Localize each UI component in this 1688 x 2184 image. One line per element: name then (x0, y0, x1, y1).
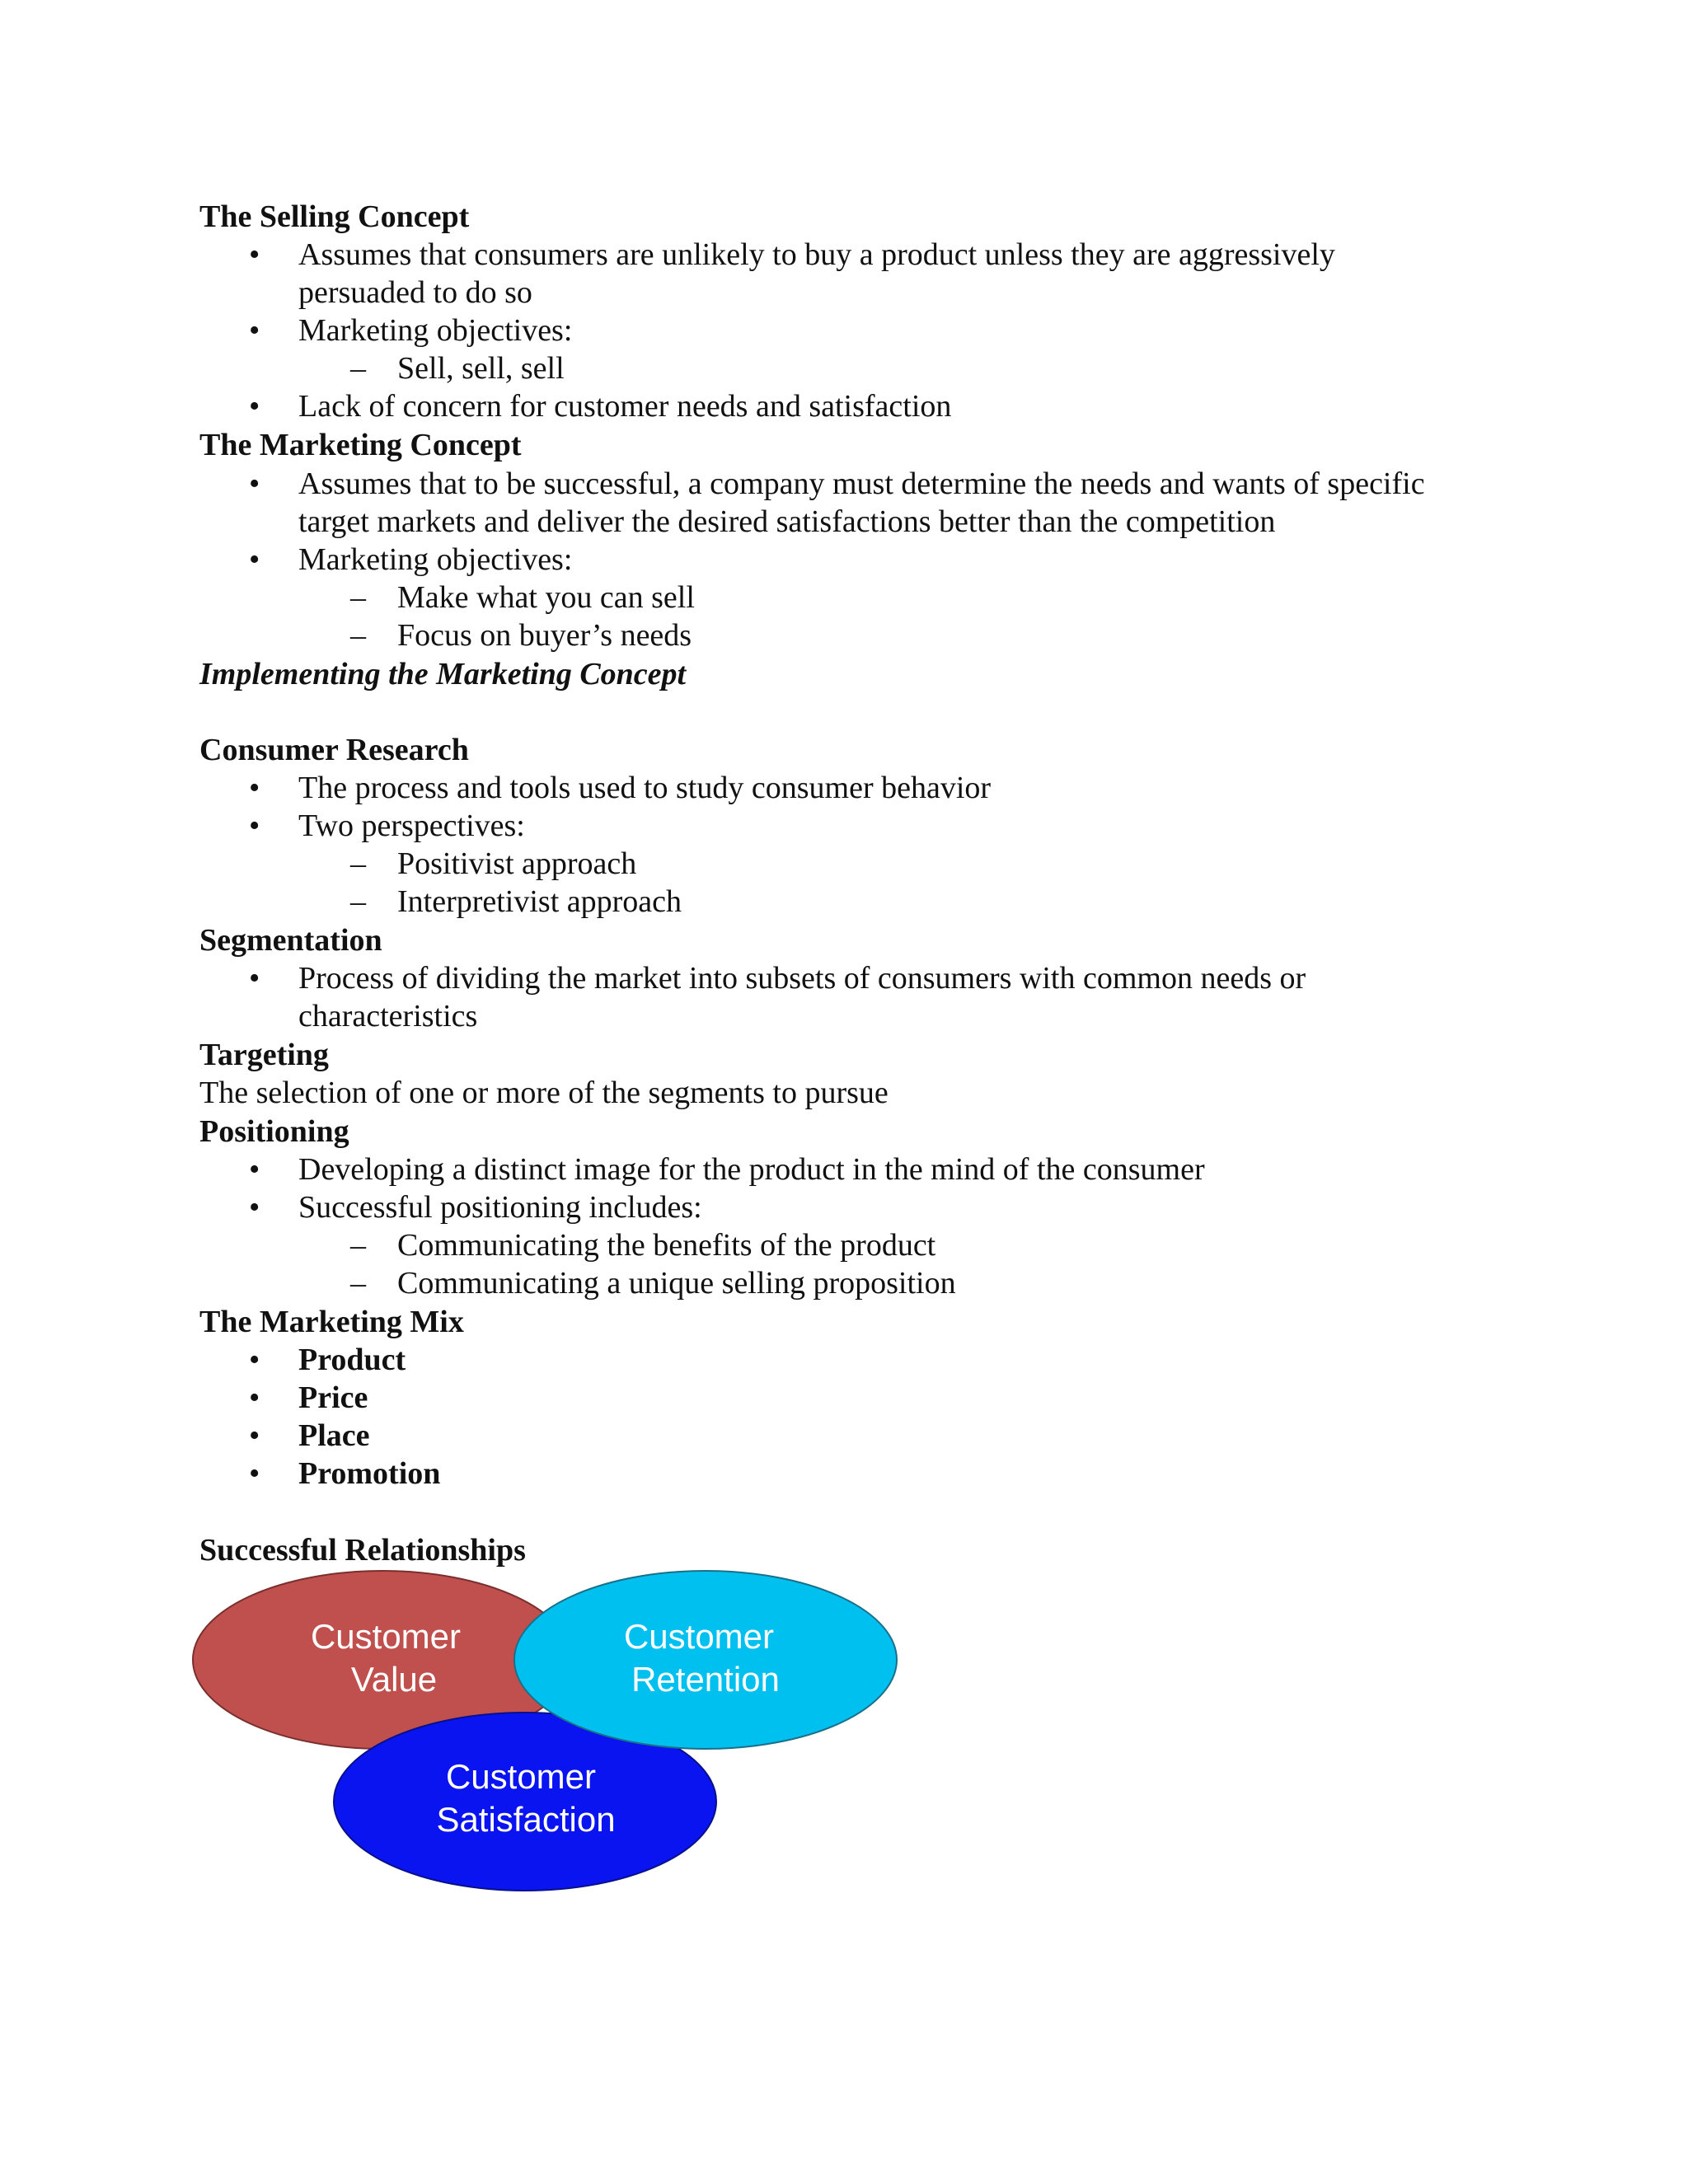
segmentation-bullet-1: Process of dividing the market into subsets of consumers with common needs or (298, 961, 1306, 996)
customer-satisfaction-label-line2: Satisfaction (436, 1800, 616, 1839)
targeting-text: The selection of one or more of the segments to pursue (199, 1076, 889, 1110)
dash-marker: – (350, 1266, 366, 1301)
bullet-marker: • (249, 1152, 260, 1187)
bullet-marker: • (249, 389, 260, 424)
mix-item-price: Price (298, 1380, 368, 1415)
dash-marker: – (350, 884, 366, 919)
mix-item-product: Product (298, 1343, 406, 1377)
marketing-sub-item-2: Focus on buyer’s needs (397, 618, 692, 653)
bullet-marker: • (249, 1190, 260, 1225)
customer-satisfaction-label-line1: Customer (445, 1757, 597, 1796)
heading-segmentation: Segmentation (199, 923, 382, 958)
dash-marker: – (350, 1228, 366, 1263)
heading-successful-relationships: Successful Relationships (199, 1533, 526, 1568)
research-bullet-1: The process and tools used to study consumer behavior (298, 771, 992, 805)
selling-bullet-1-continued: persuaded to do so (298, 275, 532, 310)
dash-marker: – (350, 351, 366, 386)
research-sub-item-1: Positivist approach (397, 846, 637, 881)
heading-selling-concept: The Selling Concept (199, 199, 470, 234)
relationships-diagram (191, 1566, 908, 1896)
bullet-marker: • (249, 771, 260, 805)
dash-marker: – (350, 846, 366, 881)
heading-implementing-marketing-concept: Implementing the Marketing Concept (199, 657, 687, 691)
research-sub-item-2: Interpretivist approach (397, 884, 682, 919)
bullet-marker: • (249, 1418, 260, 1453)
dash-marker: – (350, 618, 366, 653)
customer-retention-label-line1: Customer (623, 1617, 775, 1656)
positioning-bullet-1: Developing a distinct image for the product in the mind of the consumer (298, 1152, 1205, 1187)
heading-positioning: Positioning (199, 1114, 349, 1149)
bullet-marker: • (249, 1456, 260, 1491)
bullet-marker: • (249, 313, 260, 348)
bullet-marker: • (249, 466, 260, 501)
selling-sub-item-1: Sell, sell, sell (397, 351, 565, 386)
selling-bullet-1: Assumes that consumers are unlikely to buy a product unless they are aggressively (298, 237, 1335, 272)
heading-targeting: Targeting (199, 1038, 329, 1072)
heading-marketing-mix: The Marketing Mix (199, 1305, 464, 1339)
bullet-marker: • (249, 1343, 260, 1377)
marketing-bullet-1: Assumes that to be successful, a company must determine the needs and wants of specific (298, 466, 1425, 501)
bullet-marker: • (249, 808, 260, 843)
positioning-bullet-2: Successful positioning includes: (298, 1190, 702, 1225)
customer-value-label-line1: Customer (310, 1617, 462, 1656)
marketing-bullet-2: Marketing objectives: (298, 542, 573, 577)
positioning-sub-item-2: Communicating a unique selling proposition (397, 1266, 956, 1301)
research-bullet-2: Two perspectives: (298, 808, 525, 843)
mix-item-place: Place (298, 1418, 370, 1453)
dash-marker: – (350, 580, 366, 615)
positioning-sub-item-1: Communicating the benefits of the product (397, 1228, 936, 1263)
customer-retention-label-line2: Retention (631, 1660, 780, 1699)
heading-marketing-concept: The Marketing Concept (199, 428, 522, 462)
mix-item-promotion: Promotion (298, 1456, 441, 1491)
bullet-marker: • (249, 961, 260, 996)
bullet-marker: • (249, 542, 260, 577)
marketing-sub-item-1: Make what you can sell (397, 580, 695, 615)
selling-bullet-2: Marketing objectives: (298, 313, 573, 348)
bullet-marker: • (249, 1380, 260, 1415)
segmentation-bullet-1-continued: characteristics (298, 999, 478, 1033)
marketing-bullet-1-continued: target markets and deliver the desired satisfactions better than the competition (298, 504, 1276, 539)
heading-consumer-research: Consumer Research (199, 733, 469, 767)
bullet-marker: • (249, 237, 260, 272)
customer-value-label-line2: Value (350, 1660, 438, 1699)
selling-bullet-3: Lack of concern for customer needs and satisfaction (298, 389, 952, 424)
